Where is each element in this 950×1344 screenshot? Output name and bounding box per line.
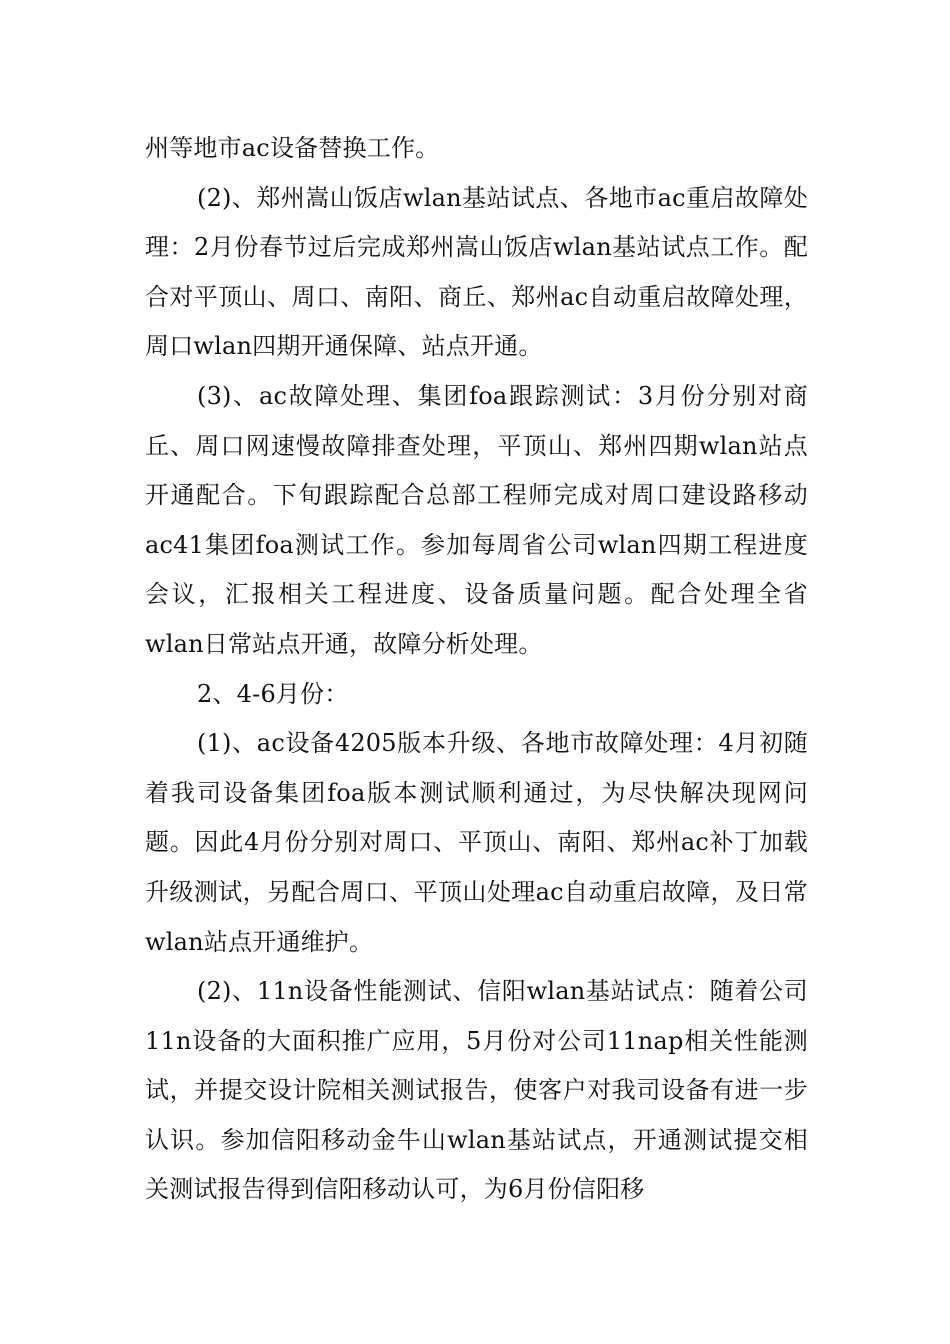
- section-heading: 2、4-6月份：: [197, 679, 349, 708]
- paragraph-2: (2)、郑州嵩山饭店wlan基站试点、各地市ac重启故障处理：2月份春节过后完成郑州嵩山饭店wlan基站试点工作。配合对平顶山、周口、南阳、商丘、郑州ac自动重启故障处理，周口wlan四期开通保障、站点开通。: [145, 183, 808, 361]
- paragraph-5: (2)、11n设备性能测试、信阳wlan基站试点：随着公司11n设备的大面积推广应用，5月份对公司11nap相关性能测试，并提交设计院相关测试报告，使客户对我司设备有进一步认识。参加信阳移动金牛山wlan基站试点，开通测试提交相关测试报告得到信阳移动认可，为6月份信阳移: [145, 977, 808, 1204]
- document-body: [145, 124, 808, 1215]
- paragraph-3: (3)、ac故障处理、集团foa跟踪测试：3月份分别对商丘、周口网速慢故障排查处理，平顶山、郑州四期wlan站点开通配合。下旬跟踪配合总部工程师完成对周口建设路移动ac41集团foa测试工作。参加每周省公司wlan四期工程进度会议，汇报相关工程进度、设备质量问题。配合处理全省wlan日常站点开通，故障分析处理。: [145, 381, 808, 658]
- paragraph-1: 州等地市ac设备替换工作。: [145, 134, 440, 162]
- paragraph-4: (1)、ac设备4205版本升级、各地市故障处理：4月初随着我司设备集团foa版本测试顺利通过，为尽快解决现网问题。因此4月份分别对周口、平顶山、南阳、郑州ac补丁加载升级测试，另配合周口、平顶山处理ac自动重启故障，及日常wlan站点开通维护。: [145, 729, 808, 956]
